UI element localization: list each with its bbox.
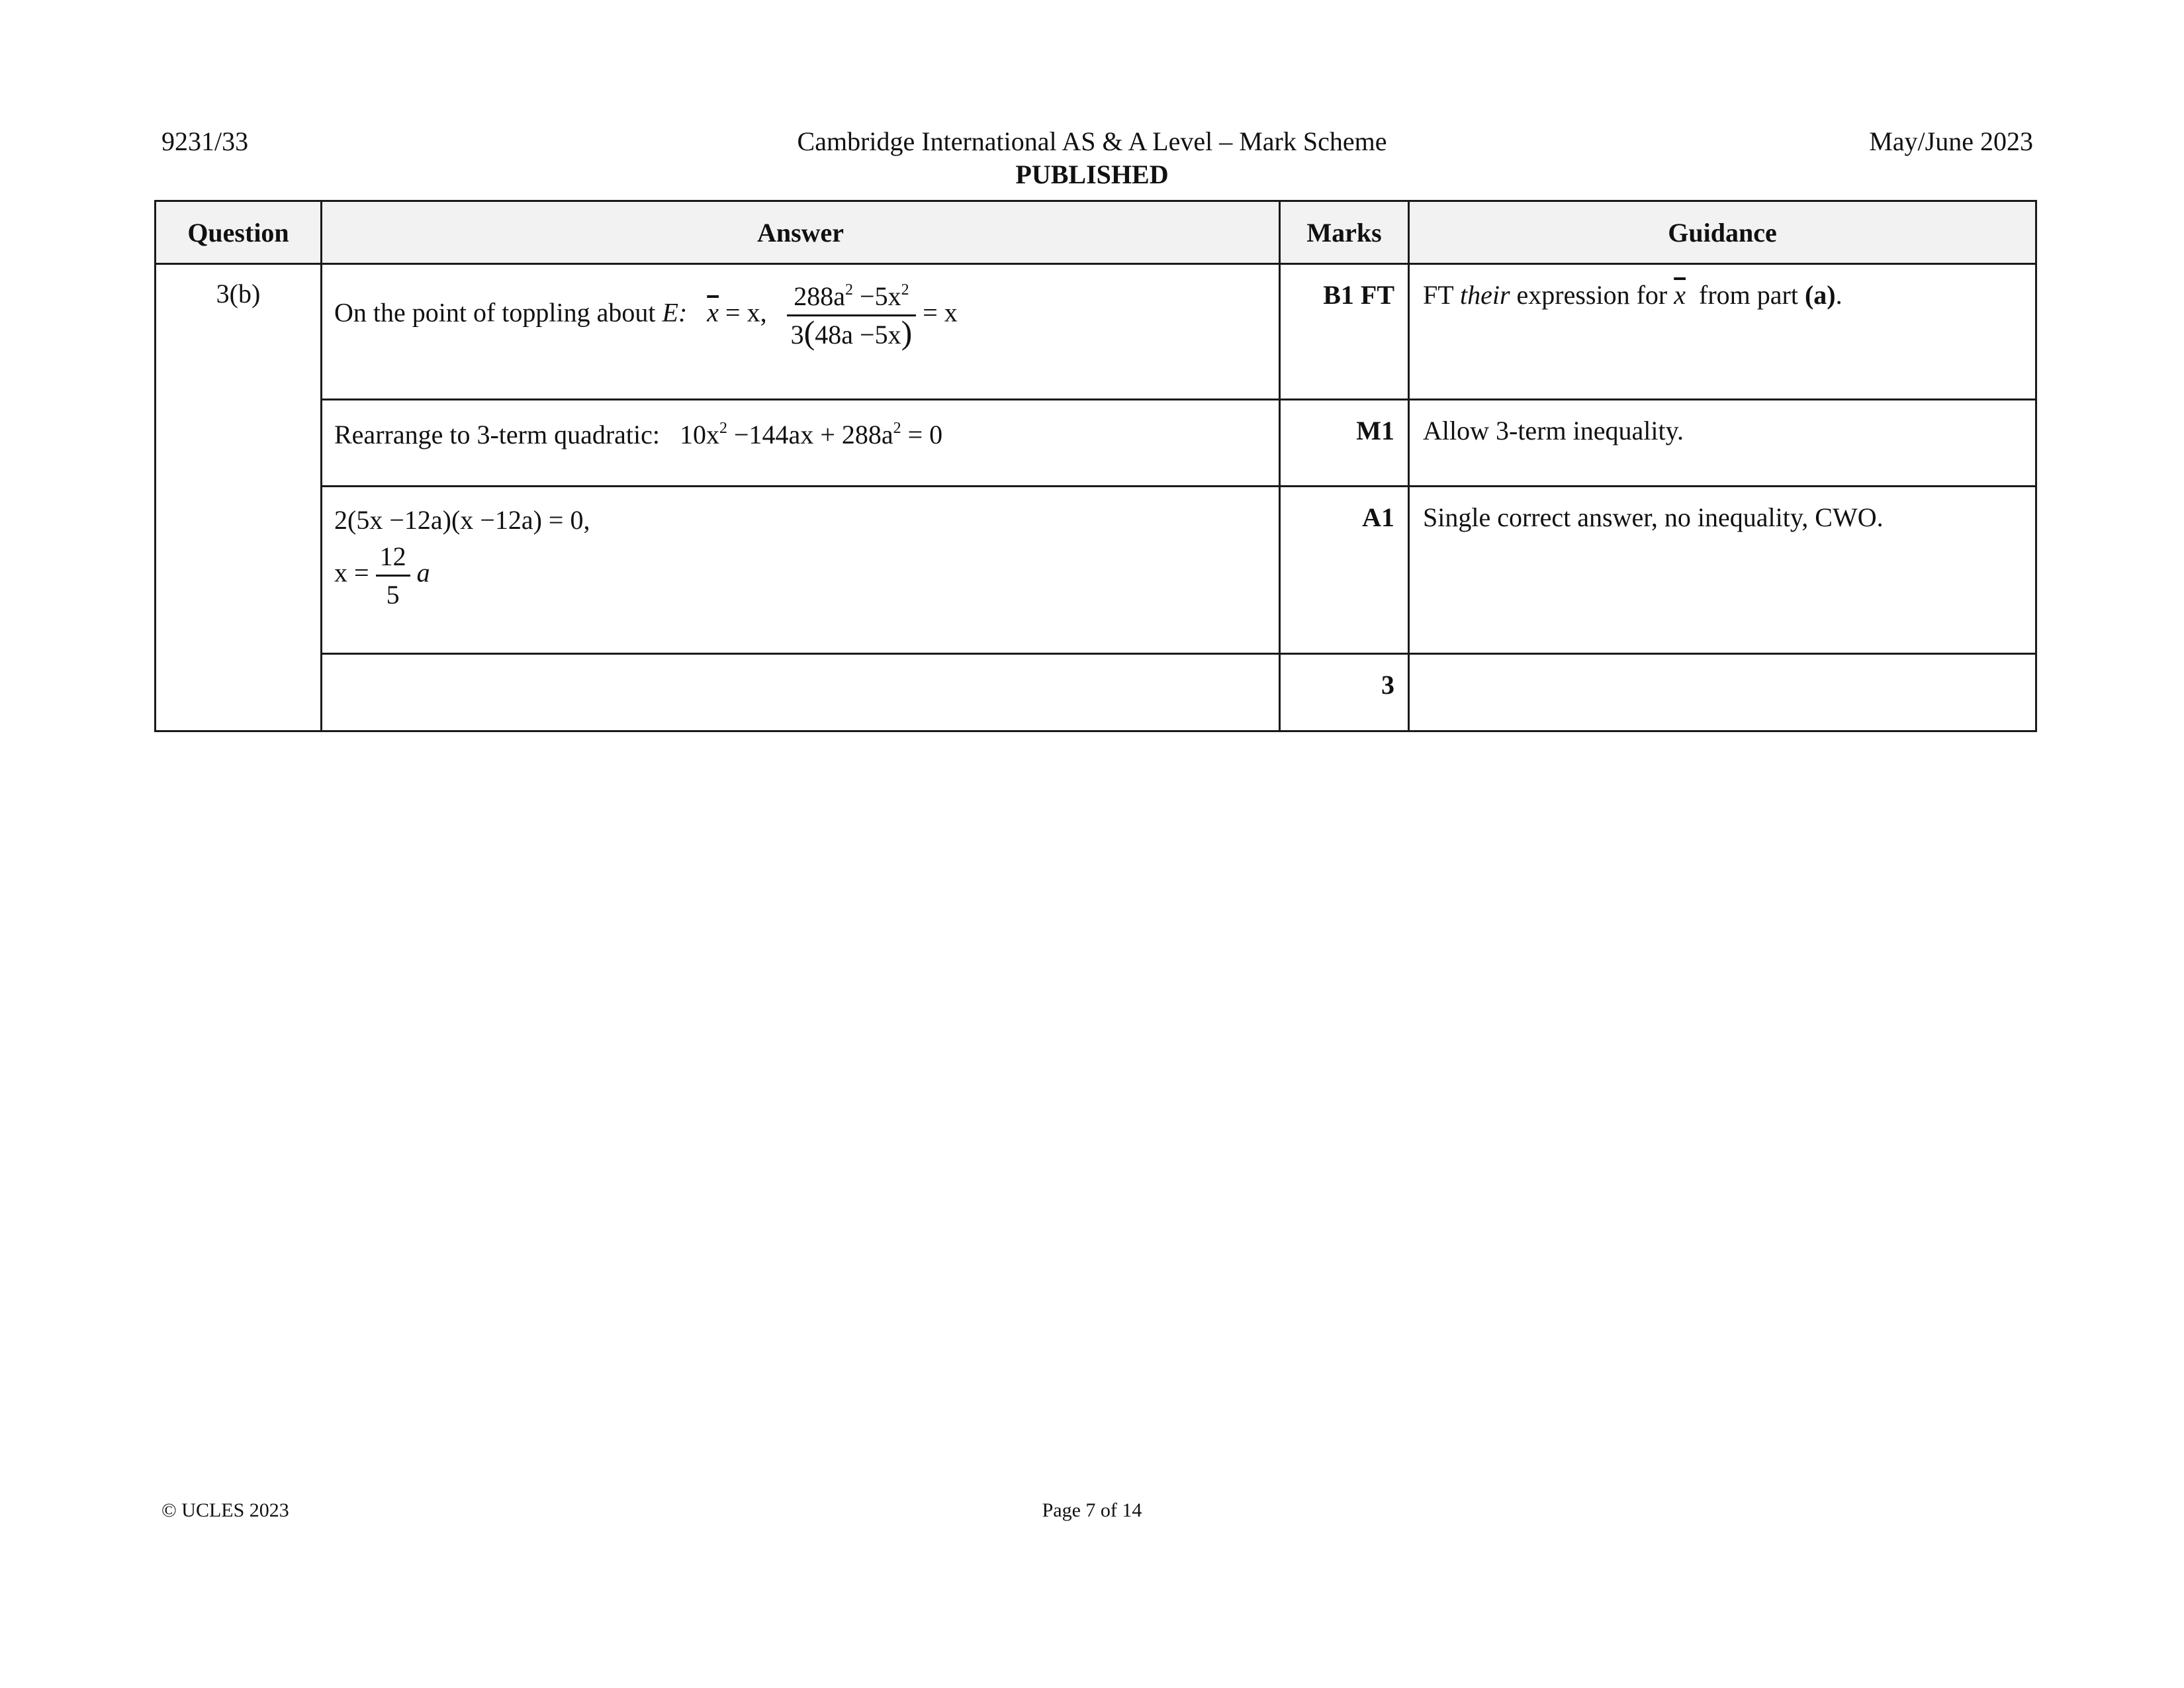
marks-cell: A1 [1280, 487, 1409, 654]
column-header-marks: Marks [1280, 201, 1409, 264]
quadratic-term-b: −144ax + 288a [727, 420, 893, 449]
marks-cell: B1 FT [1280, 264, 1409, 400]
table-row [156, 264, 2036, 400]
factorised-equation: 2(5x −12a)(x −12a) = 0, [334, 505, 590, 535]
x-bar-symbol: $\overline{x}$ [707, 297, 719, 328]
numerator-term-b: −5x [853, 281, 901, 311]
total-marks: 3 [1280, 654, 1409, 731]
answer-equation: = x, [725, 297, 767, 328]
answer-cell [322, 654, 1280, 731]
quadratic-term-c: = 0 [901, 420, 943, 449]
paper-code: 9231/33 [161, 126, 249, 156]
guidance-emphasis: their [1459, 280, 1510, 310]
guidance-cell [1409, 264, 2036, 400]
answer-cell [322, 264, 1280, 400]
table-row [156, 400, 2036, 487]
fraction-denominator: 3(48a −5x) [790, 314, 913, 351]
marks-cell: M1 [1280, 400, 1409, 487]
guidance-cell [1409, 654, 2036, 731]
table-row [156, 654, 2036, 731]
part-reference: (a) [1804, 280, 1836, 310]
column-header-answer: Answer [322, 201, 1280, 264]
fraction-denominator: 5 [386, 580, 400, 610]
toppling-fraction [787, 281, 917, 350]
table-header-row [156, 201, 2036, 264]
answer-text: On the point of toppling about [334, 297, 656, 328]
guidance-text: from part [1699, 280, 1798, 310]
answer-text: Rearrange to 3-term quadratic: [334, 420, 660, 449]
answer-equation-tail: = x [923, 297, 958, 328]
column-header-question: Question [156, 201, 322, 264]
x-bar-symbol: $\overline{x}$ [1674, 280, 1686, 310]
numerator-term-a: 288a [794, 281, 846, 311]
guidance-text: . [1835, 280, 1843, 310]
guidance-text: expression for [1516, 280, 1668, 310]
table-row [156, 487, 2036, 654]
document-title: Cambridge International AS & A Level – Mark Scheme [797, 126, 1387, 156]
guidance-text: FT [1423, 280, 1453, 310]
answer-cell [322, 487, 1280, 654]
copyright-notice: © UCLES 2023 [161, 1499, 289, 1521]
guidance-cell: Single correct answer, no inequality, CWO. [1409, 487, 2036, 654]
solution-lhs: x = [334, 557, 369, 588]
guidance-cell: Allow 3-term inequality. [1409, 400, 2036, 487]
fraction-numerator: $288a^2 -5x^2$ [787, 281, 917, 316]
published-label: PUBLISHED [1015, 160, 1169, 189]
point-label: E: [662, 297, 688, 328]
fraction-numerator: 12 [376, 541, 410, 577]
quadratic-term-a: 10x [680, 420, 719, 449]
page-number: Page 7 of 14 [1042, 1499, 1142, 1521]
solution-fraction [376, 541, 410, 610]
solution-variable: a [416, 557, 430, 588]
mark-scheme-table [154, 200, 2037, 732]
question-number: 3(b) [156, 264, 322, 731]
exam-session: May/June 2023 [1869, 126, 2033, 156]
denominator-bracket: 48a −5x [815, 320, 901, 350]
denominator-coefficient: 3 [790, 320, 804, 350]
answer-cell: Rearrange to 3-term quadratic: $10x^2 -144ax + 288a^2 = 0$ [322, 400, 1280, 487]
column-header-guidance: Guidance [1409, 201, 2036, 264]
